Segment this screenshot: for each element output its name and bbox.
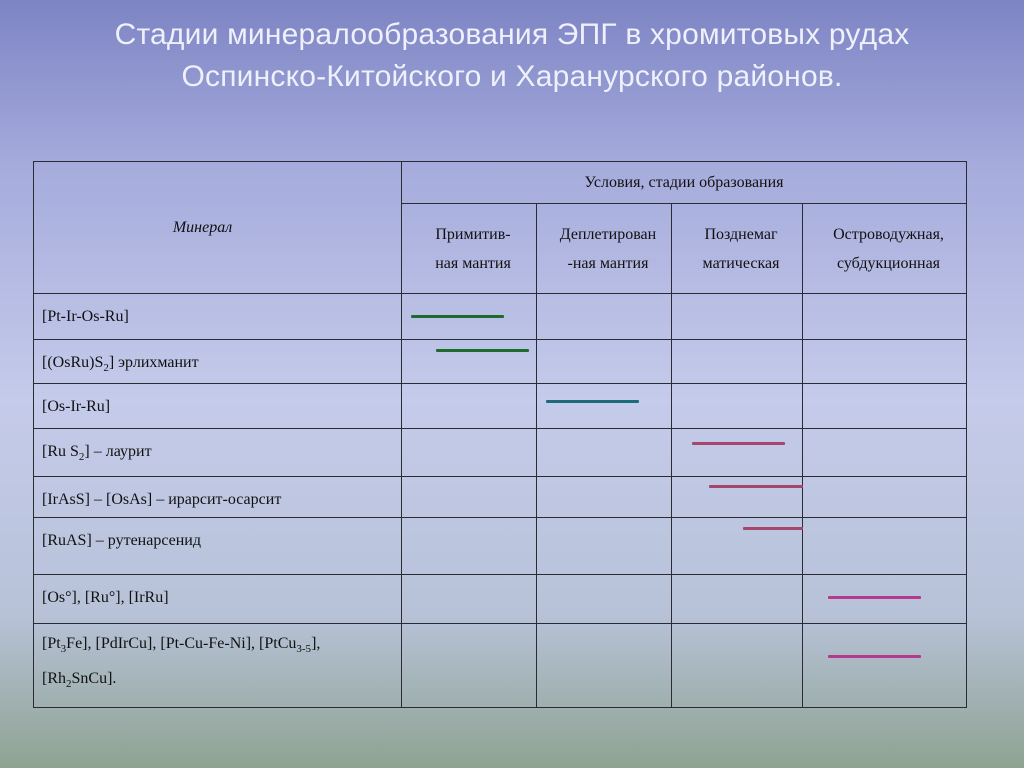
column-header-line: Островодужная,: [833, 226, 944, 243]
stage-bar-depleted-mantle: [546, 400, 639, 403]
stage-bar-late-magmatic: [709, 485, 803, 488]
stage-cell: [537, 518, 672, 575]
mineral-label-part: ] – лаурит: [84, 443, 152, 460]
column-header-primitive-mantle: [402, 204, 537, 294]
stage-cell: [672, 340, 803, 384]
stage-bar-primitive-mantle: [436, 349, 529, 352]
column-header-line: Позднемаг: [704, 226, 778, 243]
mineral-cell: [IrAsS] – [OsAs] – ирарсит-осарсит: [34, 477, 402, 518]
conditions-header: Условия, стадии образования: [402, 162, 967, 204]
stage-cell: [803, 575, 967, 624]
mineral-label-part: [Pt: [42, 635, 61, 652]
mineral-cell: [34, 340, 402, 384]
mineral-label-line: [42, 664, 401, 699]
stage-cell: [803, 294, 967, 340]
stage-cell: [402, 624, 537, 708]
table-row: [34, 294, 967, 340]
mineral-label-part: SnCu].: [71, 670, 117, 688]
stage-cell: [803, 429, 967, 477]
stage-cell: [537, 477, 672, 518]
stage-cell: [537, 624, 672, 708]
mineral-cell: [Pt-Ir-Os-Ru]: [34, 294, 402, 340]
stage-cell: [803, 624, 967, 708]
column-header-depleted-mantle: [537, 204, 672, 294]
stage-cell: [537, 429, 672, 477]
stages-table: [33, 161, 967, 708]
mineral-label-subscript: 2: [103, 362, 109, 375]
stage-cell: [803, 340, 967, 384]
stage-cell: [402, 429, 537, 477]
table-row: [34, 429, 967, 477]
stage-cell: [402, 294, 537, 340]
mineral-cell: [34, 429, 402, 477]
mineral-label-part: ] эрлихманит: [108, 354, 199, 371]
table-row: [34, 477, 967, 518]
column-header-line: Деплетирован: [559, 226, 657, 243]
stage-bar-late-magmatic: [692, 442, 785, 445]
mineral-cell: [34, 624, 402, 708]
stage-bar-late-magmatic: [743, 527, 803, 530]
slide-title-line-2: Оспинско-Китойского и Харанурского районов.: [181, 60, 843, 93]
stage-cell: [537, 340, 672, 384]
column-header-line: матическая: [702, 255, 780, 272]
stage-bar-primitive-mantle: [411, 315, 504, 318]
mineral-label-subscript: 3: [60, 643, 67, 656]
table-row: [34, 575, 967, 624]
header-row: [34, 162, 967, 204]
stage-cell: [402, 340, 537, 384]
mineral-cell: [RuAS] – рутенарсенид: [34, 518, 402, 575]
table-row: [34, 624, 967, 708]
mineral-label-part: [Ru S: [42, 443, 79, 460]
stage-cell: [537, 294, 672, 340]
stage-cell: [402, 518, 537, 575]
stage-bar-island-arc: [828, 596, 921, 599]
column-header-island-arc: [803, 204, 967, 294]
mineral-label-part: [(OsRu)S: [42, 354, 104, 371]
stage-cell: [402, 384, 537, 429]
stage-cell: [672, 624, 803, 708]
mineral-label-subscript: 2: [78, 451, 85, 464]
table-row: [34, 518, 967, 575]
stage-cell: [672, 384, 803, 429]
mineral-label-part: [Rh: [42, 670, 66, 688]
mineral-label-part: ],: [311, 635, 321, 652]
stage-cell: [672, 518, 803, 575]
stage-cell: [803, 384, 967, 429]
column-header-late-magmatic: [672, 204, 803, 294]
mineral-label-subscript: 3-5: [296, 643, 312, 656]
column-header-line: Примитив-: [435, 226, 511, 243]
mineral-cell: [Os-Ir-Ru]: [34, 384, 402, 429]
column-header-line: субдукционная: [836, 255, 941, 272]
mineral-column-header: Минерал: [34, 162, 402, 294]
stage-cell: [672, 294, 803, 340]
stage-cell: [803, 518, 967, 575]
stage-cell: [537, 575, 672, 624]
mineral-label-line: [42, 629, 401, 664]
stage-cell: [402, 575, 537, 624]
column-header-line: ная мантия: [435, 255, 511, 272]
mineral-label-part: Fe], [PdIrCu], [Pt-Cu-Fe-Ni], [PtCu: [66, 635, 297, 652]
stage-cell: [537, 384, 672, 429]
stage-bar-island-arc: [828, 655, 921, 658]
stage-cell: [672, 429, 803, 477]
slide-title: [0, 14, 1024, 98]
stage-cell: [402, 477, 537, 518]
mineral-cell: [Os°], [Ru°], [IrRu]: [34, 575, 402, 624]
stage-cell: [672, 575, 803, 624]
stage-cell: [803, 477, 967, 518]
stage-cell: [672, 477, 803, 518]
table-row: [34, 340, 967, 384]
slide-title-line-1: Стадии минералообразования ЭПГ в хромитовых рудах: [114, 18, 910, 51]
column-header-line: -ная мантия: [567, 255, 649, 272]
mineral-label-subscript: 2: [66, 678, 72, 691]
table-row: [34, 384, 967, 429]
